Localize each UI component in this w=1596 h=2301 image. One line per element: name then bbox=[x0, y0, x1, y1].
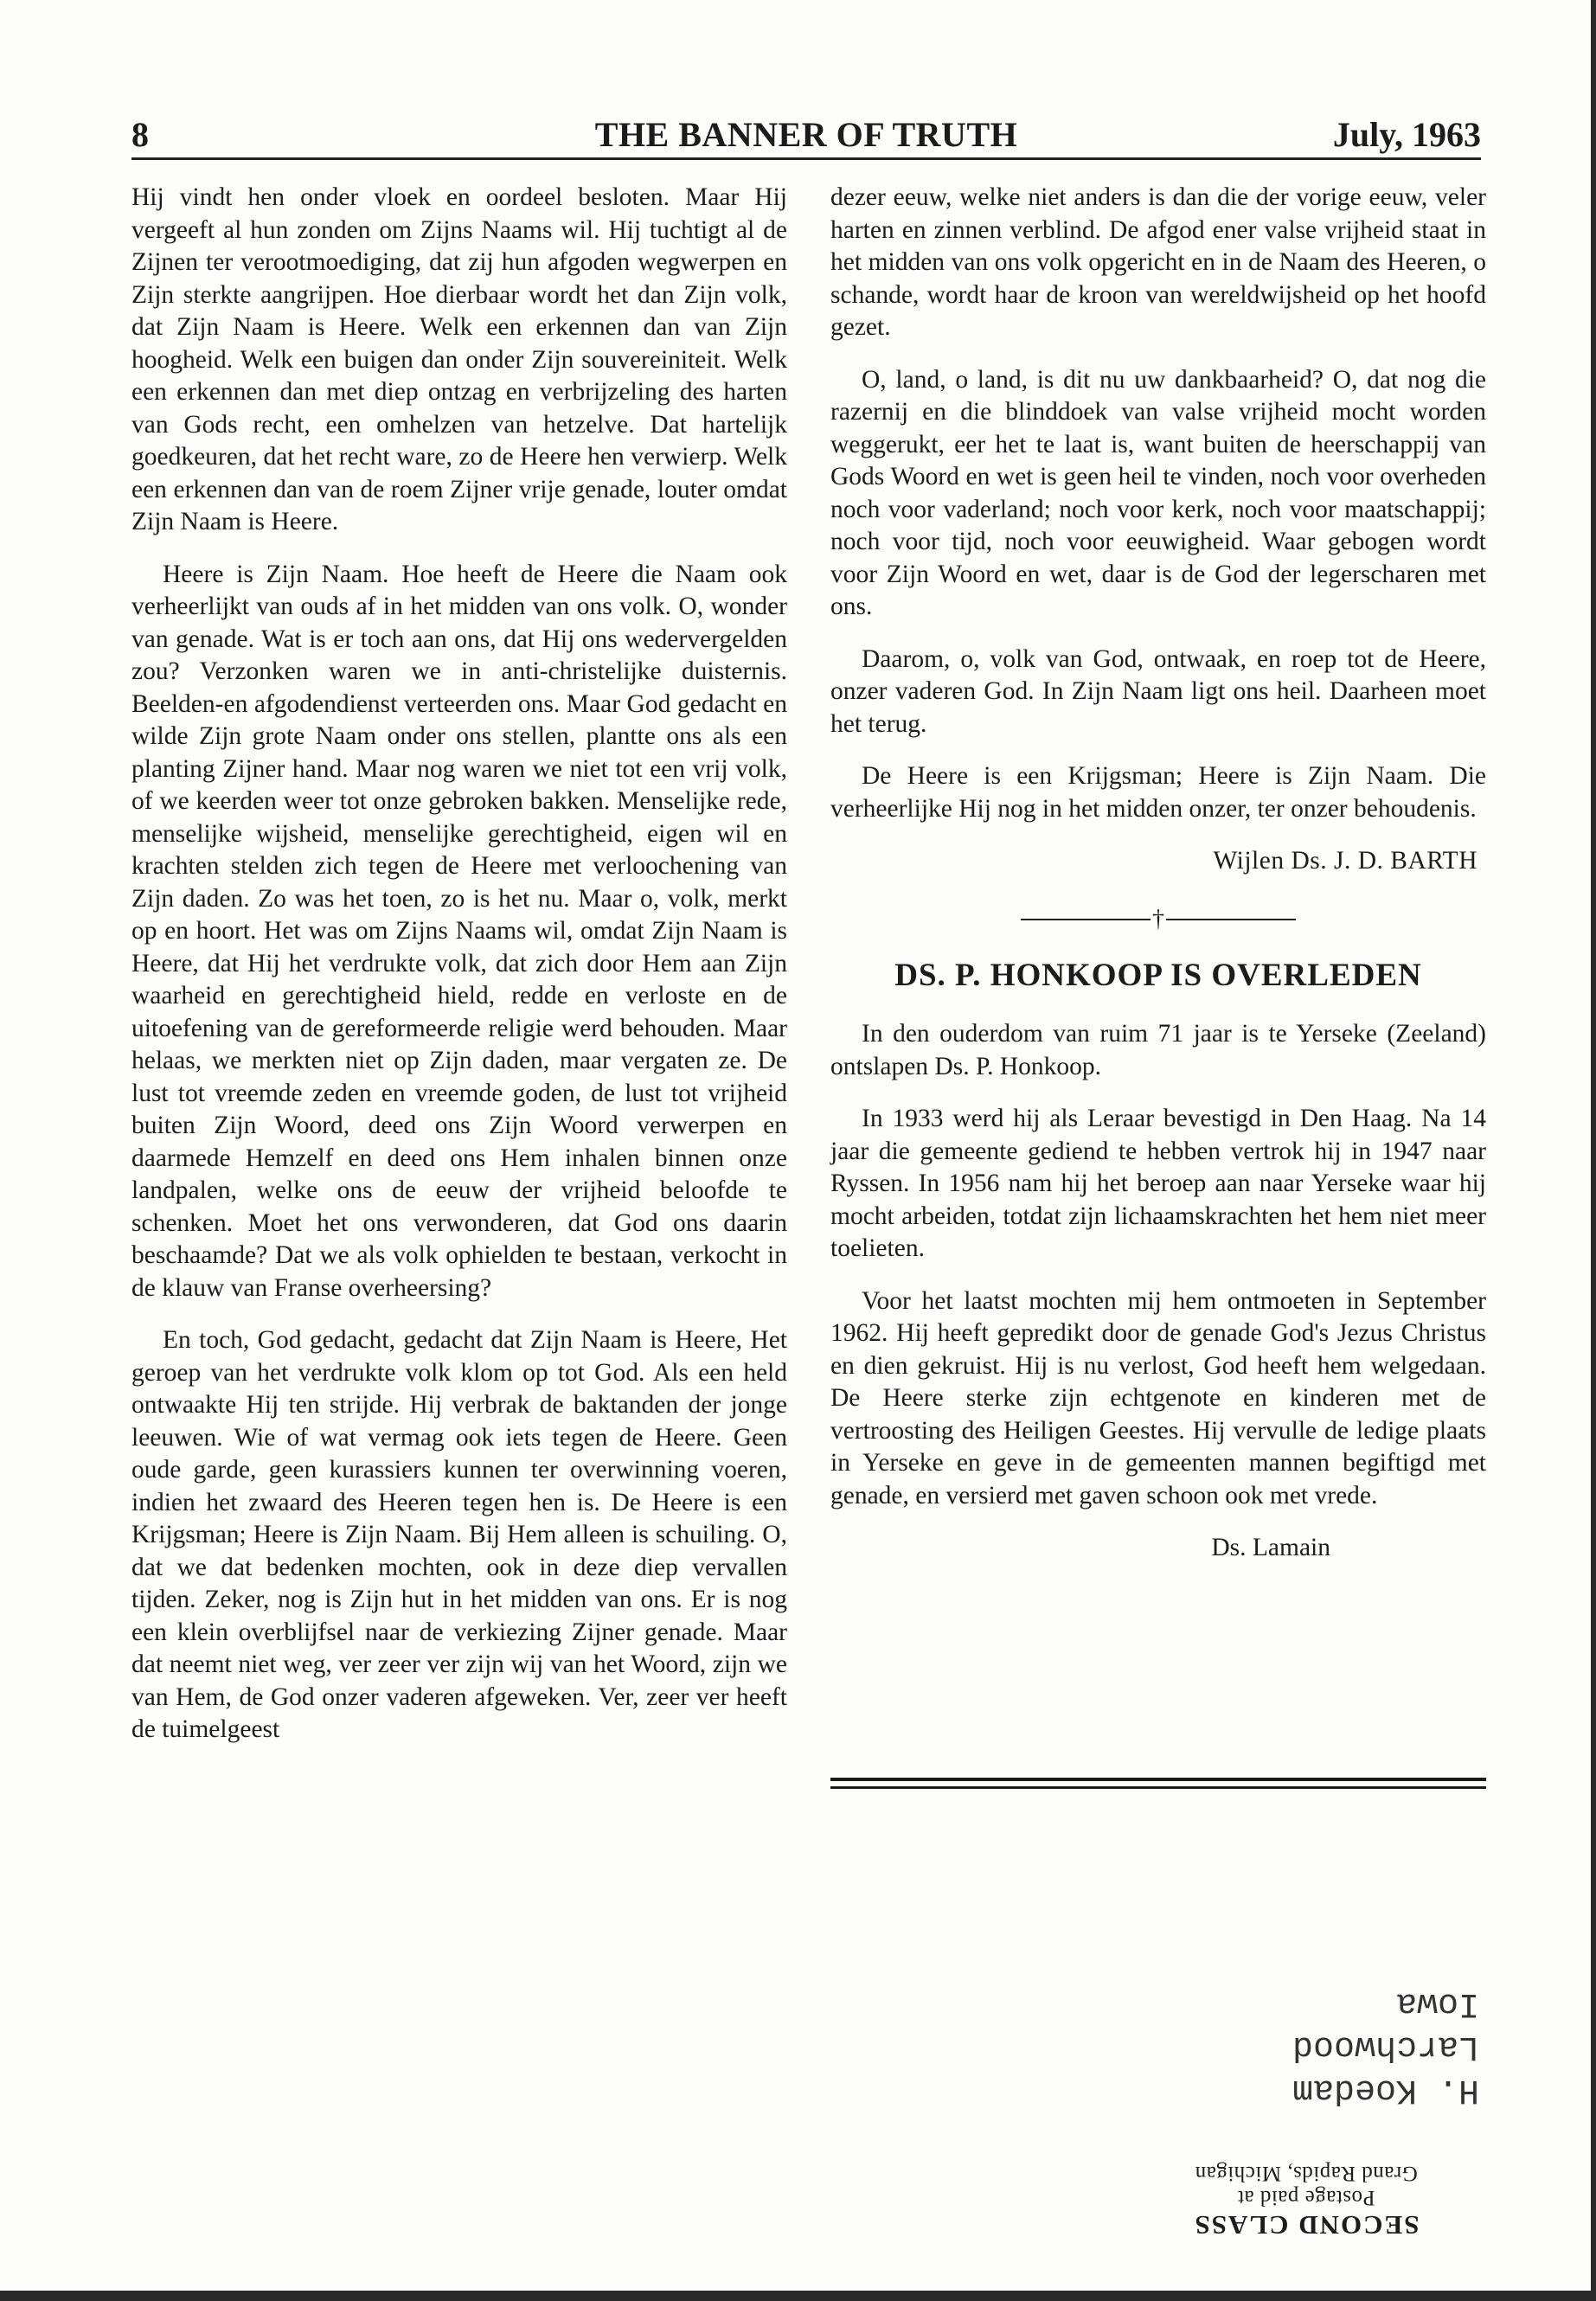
left-column bbox=[131, 182, 787, 1766]
right-column bbox=[830, 182, 1486, 1589]
cross-icon: † bbox=[1152, 905, 1164, 933]
paragraph: In 1933 werd hij als Leraar bevestigd in Den Haag. Na 14 jaar die gemeente gediend te hebben vertrok hij in 1947 naar Ryssen. In 1956 nam hij het beroep aan naar Yerseke waar hij mocht arbeiden, totdat zijn lichaamskrachten het hem niet meer toelieten. bbox=[830, 1105, 1486, 1263]
section-separator bbox=[830, 902, 1486, 936]
paragraph: Hij vindt hen onder vloek en oordeel besloten. Maar Hij vergeeft al hun zonden om Zijns Naams wil. Hij tuchtigt al de Zijnen ter verootmoediging, dat zij hun afgoden wegwerpen en Zijn sterkte aangrijpen. Hoe dierbaar wordt het dan Zijn volk, dat Zijn Naam is Heere. Welk een erkennen dan van Zijn hoogheid. Welk een buigen dan onder Zijn souvereiniteit. Welk een erkennen dan met diep ontzag en verbrijzeling des harten van Gods recht, een omhelzen van hetzelve. Dat hartelijk goedkeuren, dat het recht ware, zo de Heere hen verwierp. Welk een erkennen dan van de roem Zijner vrije genade, louter omdat Zijn Naam is Heere. bbox=[131, 183, 787, 535]
postage-city: Grand Rapids, Michigan bbox=[1195, 2162, 1418, 2185]
issue-date: July, 1963 bbox=[1332, 115, 1481, 154]
author-signature: Ds. Lamain bbox=[1211, 1534, 1330, 1562]
publication-title: THE BANNER OF TRUTH bbox=[594, 115, 1018, 154]
address-stamp bbox=[1116, 1886, 1479, 2111]
separator-line bbox=[1021, 919, 1151, 920]
paragraph: De Heere is een Krijgsman; Heere is Zijn Naam. Die verheerlijke Hij nog in het midden onzer, ter onzer behoudenis. bbox=[830, 762, 1486, 823]
scan-border-bottom bbox=[0, 2291, 1596, 2301]
mailing-indicia bbox=[1125, 2102, 1488, 2240]
paragraph: O, land, o land, is dit nu uw dankbaarheid? O, dat nog die razernij en die blinddoek van valse vrijheid mocht worden weggerukt, eer het te laat is, want buiten de heerschappij van Gods Woord en wet is geen heil te vinden, noch voor overheden noch voor vaderland; noch voor kerk, noch voor maatschappij; noch voor tijd, noch voor eeuwigheid. Waar gebogen wordt voor Zijn Woord en wet, daar is de God der legerscharen met ons. bbox=[830, 365, 1486, 620]
page-number: 8 bbox=[131, 115, 149, 154]
closing-rule bbox=[830, 1778, 1486, 1781]
page-header bbox=[131, 114, 1481, 163]
scan-border-right bbox=[1591, 0, 1596, 2301]
closing-rule bbox=[830, 1786, 1486, 1789]
mail-class: SECOND CLASS bbox=[1193, 2210, 1420, 2240]
paragraph: Daarom, o, volk van God, ontwaak, en roep tot de Heere, onzer vaderen God. In Zijn Naam ligt ons heil. Daarheen moet het terug. bbox=[830, 644, 1486, 738]
address-state: Iowa bbox=[1395, 1984, 1479, 2022]
postage-line: Postage paid at bbox=[1237, 2186, 1375, 2209]
author-signature: Wijlen Ds. J. D. BARTH bbox=[1213, 847, 1477, 875]
separator-line bbox=[1166, 919, 1296, 920]
paragraph-continuation: dezer eeuw, welke niet anders is dan die der vorige eeuw, veler harten en zinnen verblind. De afgod ener valse vrijheid staat in het midden van ons volk opgericht en in de Naam des Heeren, o schande, wordt haar de kroon van wereldwijsheid op het hoofd gezet. bbox=[830, 183, 1486, 341]
address-name: H. Koedam bbox=[1292, 2070, 1479, 2109]
address-town: Larchwood bbox=[1292, 2027, 1479, 2066]
paragraph: Heere is Zijn Naam. Hoe heeft de Heere die Naam ook verheerlijkt van ouds af in het midden van ons volk. O, wonder van genade. Wat is er toch aan ons, dat Hij ons wedervergelden zou? Verzonken waren we in anti-christelijke duisternis. Beelden-en afgodendienst verteerden ons. Maar God gedacht en wilde Zijn grote Naam onder ons stellen, plantte ons als een planting Zijner hand. Maar nog waren we niet tot een vrij volk, of we keerden weer tot onze gebroken bakken. Menselijke rede, menselijke wijsheid, menselijke gerechtigheid, eigen wil en krachten stelden zich tegen de Heere met verloochening van Zijn daden. Zo was het toen, zo is het nu. Maar o, volk, merkt op en hoort. Het was om Zijns Naams wil, omdat Zijn Naam is Heere, dat Hij het verdrukte volk, dat zich door Hem aan Zijn waarheid en gerechtigheid hield, redde en verloste en de uitoefening van de gereformeerde religie werd behouden. Maar helaas, we merkten niet op Zijn daden, maar vergaten ze. De lust tot vreemde zeden en vreemde goden, de lust tot vrijheid buiten Zijn Woord, deed ons Zijn Woord verwerpen en daarmede Hemzelf en deed ons Hem inhalen binnen onze landpalen, welke ons de eeuw der vrijheid beloofde te schenken. Moet het ons verwonderen, dat God ons daarin beschaamde? Dat we als volk ophielden te bestaan, verkocht in de klauw van Franse overheersing? bbox=[131, 560, 787, 1302]
header-rule bbox=[131, 157, 1481, 160]
paragraph: In den ouderdom van ruim 71 jaar is te Yerseke (Zeeland) ontslapen Ds. P. Honkoop. bbox=[830, 1020, 1486, 1080]
article-title: DS. P. HONKOOP IS OVERLEDEN bbox=[894, 958, 1422, 994]
paragraph: Voor het laatst mochten mij hem ontmoeten in September 1962. Hij heeft gepredikt door de genade God's Jezus Christus en dien gekruist. Hij is nu verlost, God heeft hem welgedaan. De Heere sterke zijn echtgenote en kinderen met de vertroosting des Heiligen Geestes. Hij vervulle de ledige plaats in Yerseke en geve in de gemeenten mannen begiftigd met genade, en versierd met gaven schoon ook met vrede. bbox=[830, 1286, 1486, 1509]
paragraph: En toch, God gedacht, gedacht dat Zijn Naam is Heere, Het geroep van het verdrukte volk klom op tot God. Als een held ontwaakte Hij ten strijde. Hij verbrak de baktanden der jonge leeuwen. Wie of wat vermag ook iets tegen de Heere. Geen oude garde, geen kurassiers kunnen ter overwinning voeren, indien het zwaard des Heeren tegen hen is. De Heere is een Krijgsman; Heere is Zijn Naam. Bij Hem alleen is schuiling. O, dat we dat bedenken mochten, ook in deze diep vervallen tijden. Zeker, nog is Zijn hut in het midden van ons. Er is nog een klein overblijfsel naar de verkiezing Zijner genade. Maar dat neemt niet weg, ver zeer ver zijn wij van het Woord, zijn we van Hem, de God onzer vaderen afgeweken. Ver, zeer ver heeft de tuimelgeest bbox=[131, 1326, 787, 1743]
